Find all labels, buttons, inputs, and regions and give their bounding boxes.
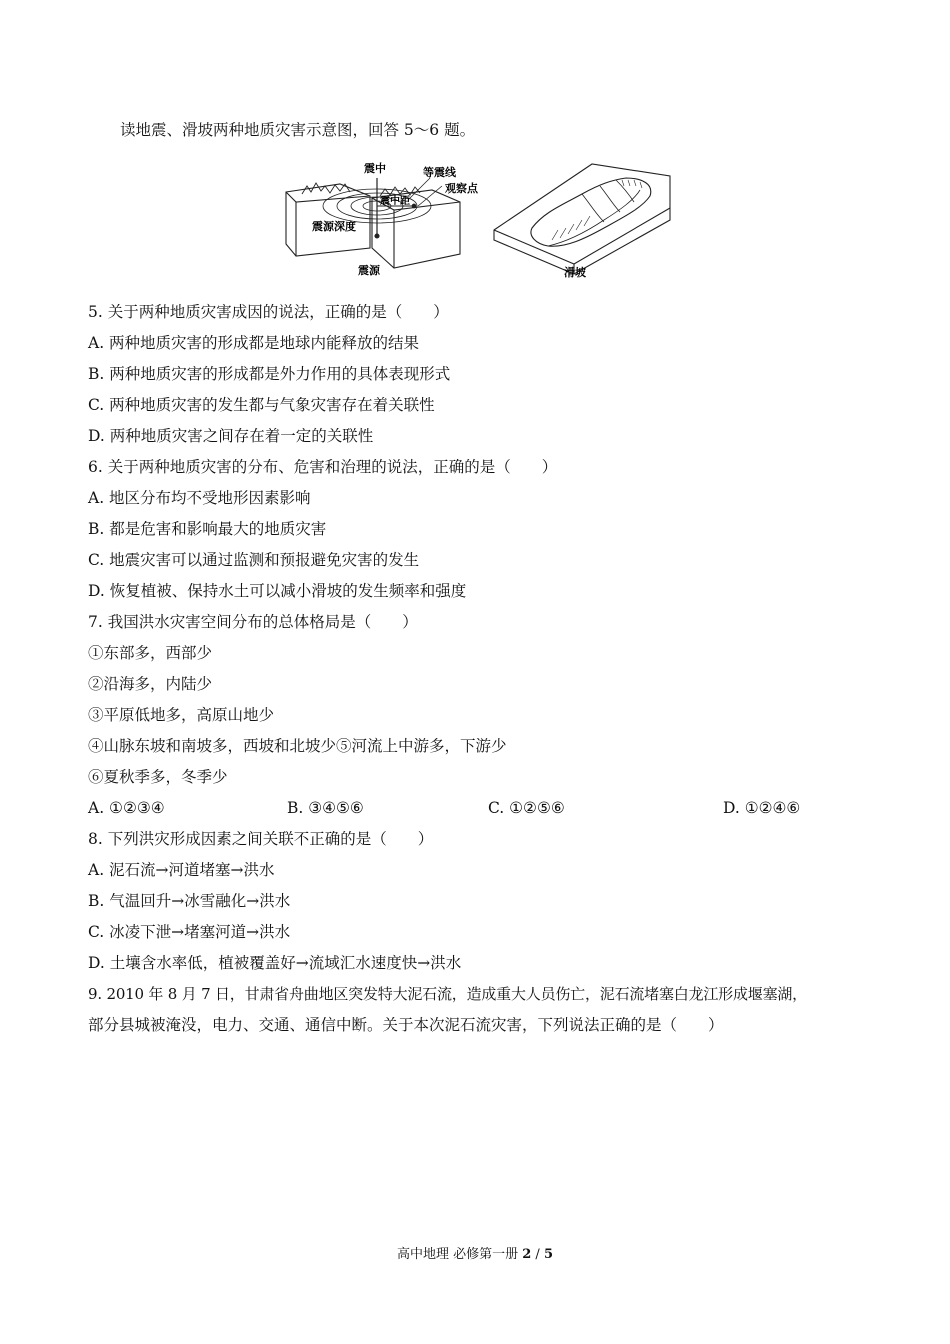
question-8-option-c: C. 冰凌下泄→堵塞河道→洪水 <box>88 923 291 941</box>
focal-depth-label: 震源深度 <box>312 220 356 233</box>
geologic-hazard-figure <box>282 156 674 284</box>
intro-text: 读地震、滑坡两种地质灾害示意图，回答 5～6 题。 <box>120 121 476 139</box>
question-7-item-1: ①东部多，西部少 <box>88 644 213 662</box>
question-7-option-c: C. ①②⑤⑥ <box>488 799 565 817</box>
question-5-option-b: B. 两种地质灾害的形成都是外力作用的具体表现形式 <box>88 365 451 383</box>
question-6-option-d: D. 恢复植被、保持水土可以减小滑坡的发生频率和强度 <box>88 582 467 600</box>
isoseismal-label: 等震线 <box>423 166 456 179</box>
observation-point-label: 观察点 <box>445 182 478 195</box>
question-9-stem-line-1: 9. 2010 年 8 月 7 日，甘肃省舟曲地区突发特大泥石流，造成重大人员伤亡，泥石流堵塞白龙江形成堰塞湖， <box>88 985 807 1003</box>
question-7-item-3: ③平原低地多，高原山地少 <box>88 706 275 724</box>
question-6-option-b: B. 都是危害和影响最大的地质灾害 <box>88 520 327 538</box>
question-5-option-c: C. 两种地质灾害的发生都与气象灾害存在着关联性 <box>88 396 435 414</box>
footer-separator: / <box>531 1247 544 1262</box>
footer-page-total: 5 <box>543 1247 553 1262</box>
question-7-item-2: ②沿海多，内陆少 <box>88 675 213 693</box>
question-6-option-a: A. 地区分布均不受地形因素影响 <box>88 489 311 507</box>
question-5-stem: 5. 关于两种地质灾害成因的说法，正确的是（ ） <box>88 303 449 321</box>
question-7-stem: 7. 我国洪水灾害空间分布的总体格局是（ ） <box>88 613 418 631</box>
question-7-item-6: ⑥夏秋季多，冬季少 <box>88 768 228 786</box>
landslide-diagram <box>494 164 670 274</box>
question-7-item-4-5: ④山脉东坡和南坡多，西坡和北坡少⑤河流上中游多，下游少 <box>88 737 507 755</box>
epicenter-label: 震中 <box>364 162 386 175</box>
focus-label: 震源 <box>358 264 380 277</box>
question-8-stem: 8. 下列洪灾形成因素之间关联不正确的是（ ） <box>88 830 434 848</box>
question-8-option-d: D. 土壤含水率低，植被覆盖好→流域汇水速度快→洪水 <box>88 954 462 972</box>
question-5-option-a: A. 两种地质灾害的形成都是地球内能释放的结果 <box>88 334 420 352</box>
question-8-option-a: A. 泥石流→河道堵塞→洪水 <box>88 861 275 879</box>
question-6-stem: 6. 关于两种地质灾害的分布、危害和治理的说法，正确的是（ ） <box>88 458 558 476</box>
page-footer <box>0 1246 950 1264</box>
question-6-option-c: C. 地震灾害可以通过监测和预报避免灾害的发生 <box>88 551 420 569</box>
epicentral-distance-label: 震中距 <box>380 196 410 207</box>
question-9-stem-line-2: 部分县城被淹没，电力、交通、通信中断。关于本次泥石流灾害，下列说法正确的是（ ） <box>88 1016 724 1034</box>
footer-page-number: 2 <box>522 1247 532 1262</box>
question-8-option-b: B. 气温回升→冰雪融化→洪水 <box>88 892 291 910</box>
footer-course: 高中地理 必修第一册 <box>396 1247 523 1262</box>
question-5-option-d: D. 两种地质灾害之间存在着一定的关联性 <box>88 427 374 445</box>
question-7-option-a: A. ①②③④ <box>88 799 165 817</box>
question-7-option-d: D. ①②④⑥ <box>723 799 801 817</box>
landslide-label: 滑坡 <box>564 266 586 279</box>
question-7-option-b: B. ③④⑤⑥ <box>287 799 364 817</box>
